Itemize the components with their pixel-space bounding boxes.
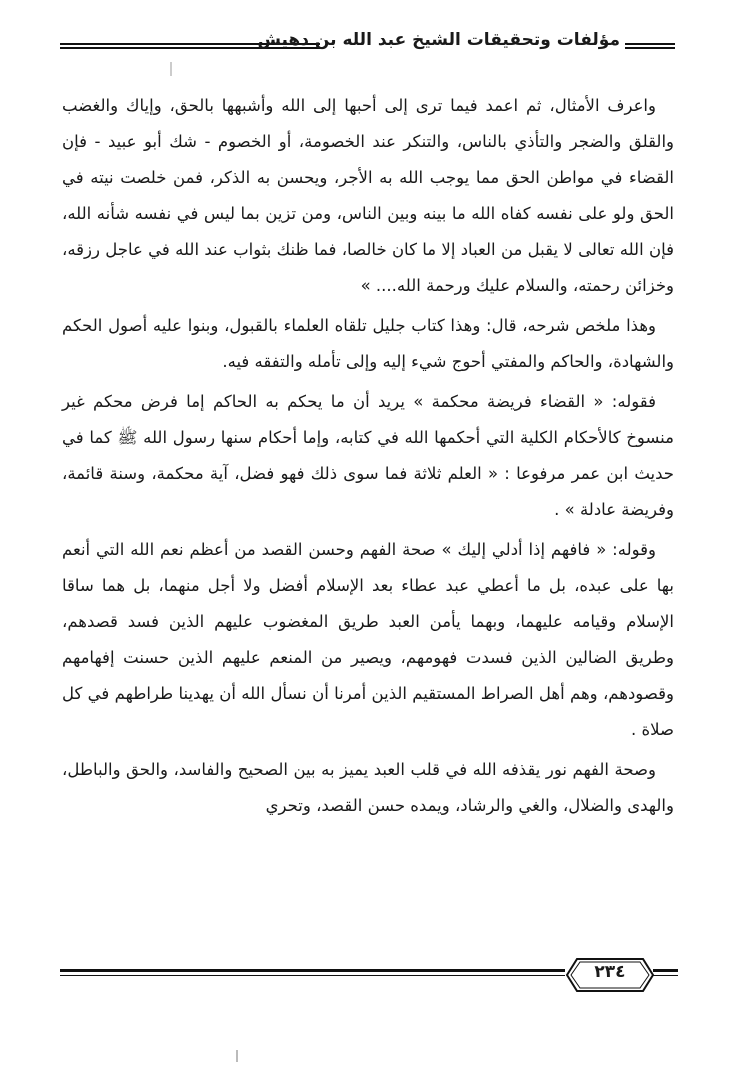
scan-mark-bottom (236, 1050, 238, 1062)
header-rule-right (625, 43, 675, 49)
paragraph-3: فقوله: « القضاء فريضة محكمة » يريد أن ما يحكم به الحاكم إما فرض محكم غير منسوخ كالأحكام الكلية التي أحكمها الله في كتابه، وإما أحكام سنها رسول الله ﷺ كما في حديث ابن عمر مرفوعا : « العلم ثلاثة فما سوى ذلك فهو فضل، آية محكمة، وسنة قائمة، وفريضة عادلة » . (62, 392, 674, 519)
page-number: ٢٣٤ (594, 962, 626, 982)
paragraph-4: وقوله: « فافهم إذا أدلي إليك » صحة الفهم وحسن القصد من أعظم نعم الله التي أنعم بها على عبده، بل ما أعطي عبد عطاء بعد الإسلام أفضل ولا أجل منهما، بل هما ساقا الإسلام وقيامه عليهما، وبهما يأمن العبد طريق المغضوب عليهم الذين فسد قصدهم، وطريق الضالين الذين فسدت فهومهم، ويصير من المنعم عليهم الذين حسنت إفهامهم وقصودهم، وهم أهل الصراط المستقيم الذين أمرنا أن نسأل الله أن يهدينا طراطهم في كل صلاة . (62, 540, 674, 739)
paragraph-5: وصحة الفهم نور يقذفه الله في قلب العبد يميز به بين الصحيح والفاسد، والحق والباطل، والهدى والضلال، والغي والرشاد، ويمده حسن القصد، وتحري (62, 760, 674, 815)
scan-mark (170, 62, 172, 76)
page-footer (60, 955, 678, 995)
footer-rule-left (60, 969, 565, 976)
paragraph-2: وهذا ملخص شرحه، قال: وهذا كتاب جليل تلقاه العلماء بالقبول، وبنوا عليه أصول الحكم والشهادة، والحاكم والمفتي أحوج شيء إليه وإلى تأمله والتفقه فيه. (62, 316, 674, 371)
running-header (60, 28, 678, 58)
paragraph-1: واعرف الأمثال، ثم اعمد فيما ترى إلى أحبها إلى الله وأشبهها بالحق، وإياك والغضب والقلق والضجر والتأذي بالناس، والتنكر عند الخصومة، أو الخصوم - شك أبو عبيد - فإن القضاء في مواطن الحق مما يوجب الله به الأجر، ويحسن به الذكر، فمن خلصت نيته في الحق ولو على نفسه كفاه الله ما بينه وبين الناس، ومن تزين بما ليس في نفسه شأنه الله، فإن الله تعالى لا يقبل من العباد إلا ما كان خالصا، فما ظنك بثواب عند الله في عاجل رزقه، وخزائن رحمته، والسلام عليك ورحمة الله.... » (62, 96, 674, 295)
footer-rule-right (653, 969, 678, 976)
page-number-badge (565, 957, 655, 991)
book-series-title: مؤلفات وتحقيقات الشيخ عبد الله بن دهيش (257, 30, 620, 50)
main-text (62, 88, 674, 828)
